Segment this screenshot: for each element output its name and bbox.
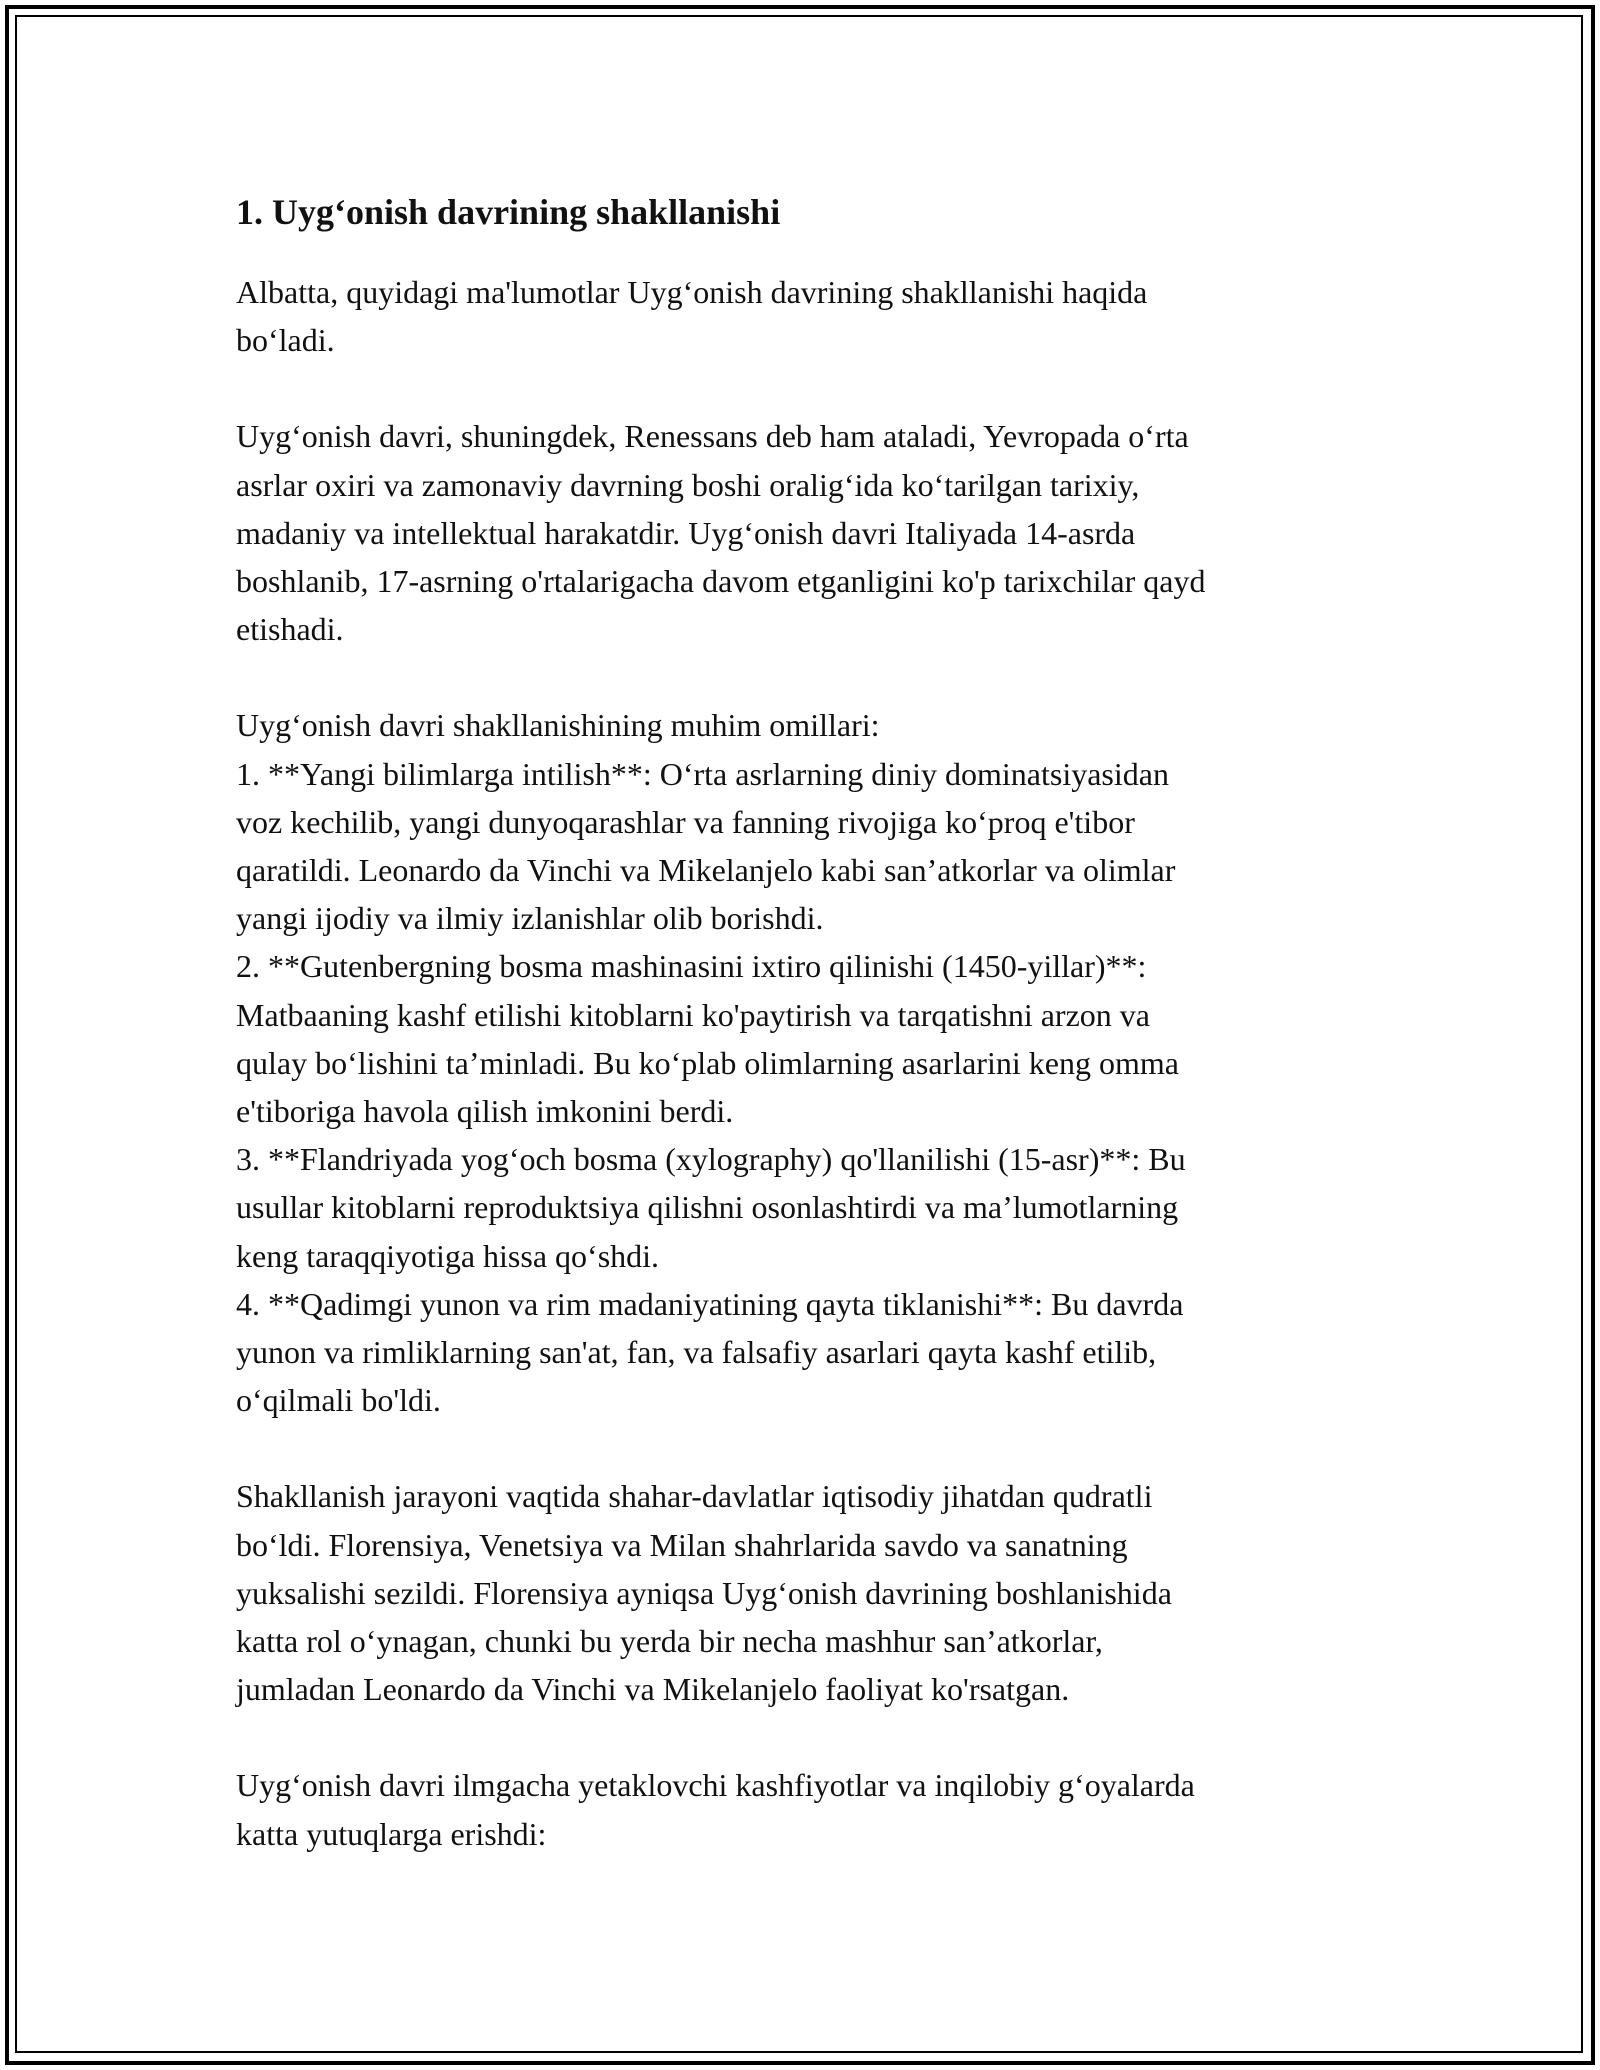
text-line: madaniy va intellektual harakatdir. Uyg‘onish davri Italiyada 14-asrda bbox=[236, 514, 1136, 551]
document-page bbox=[236, 188, 1376, 1906]
text-line: jumladan Leonardo da Vinchi va Mikelanjelo faoliyat ko'rsatgan. bbox=[236, 1671, 1070, 1708]
paragraph-city-states bbox=[236, 1472, 1376, 1713]
text-line: boshlanib, 17-asrning o'rtalarigacha davom etganligini ko'p tarixchilar qayd bbox=[236, 563, 1206, 600]
text-line: katta yutuqlarga erishdi: bbox=[236, 1815, 547, 1852]
paragraph-achievements bbox=[236, 1761, 1376, 1857]
text-line: Uyg‘onish davri ilmgacha yetaklovchi kashfiyotlar va inqilobiy g‘oyalarda bbox=[236, 1767, 1195, 1804]
text-line: Uyg‘onish davri, shuningdek, Renessans deb ham ataladi, Yevropada o‘rta bbox=[236, 418, 1189, 455]
text-line: o‘qilmali bo'ldi. bbox=[236, 1382, 441, 1419]
text-line: asrlar oxiri va zamonaviy davrning boshi oralig‘ida ko‘tarilgan tarixiy, bbox=[236, 466, 1140, 503]
text-line: Uyg‘onish davri shakllanishining muhim omillari: bbox=[236, 707, 880, 744]
text-line: 1. **Yangi bilimlarga intilish**: O‘rta asrlarning diniy dominatsiyasidan bbox=[236, 755, 1169, 792]
paragraph-factors bbox=[236, 701, 1376, 1424]
text-line: voz kechilib, yangi dunyoqarashlar va fanning rivojiga ko‘proq e'tibor bbox=[236, 803, 1135, 840]
section-heading: 1. Uyg‘onish davrining shakllanishi bbox=[236, 192, 781, 232]
text-line: bo‘ladi. bbox=[236, 322, 335, 359]
text-line: e'tiboriga havola qilish imkonini berdi. bbox=[236, 1093, 734, 1130]
text-line: etishadi. bbox=[236, 611, 344, 648]
text-line: yangi ijodiy va ilmiy izlanishlar olib borishdi. bbox=[236, 900, 824, 937]
text-line: yuksalishi sezildi. Florensiya ayniqsa Uyg‘onish davrining boshlanishida bbox=[236, 1574, 1172, 1611]
text-line: yunon va rimliklarning san'at, fan, va falsafiy asarlari qayta kashf etilib, bbox=[236, 1334, 1157, 1371]
text-line: qaratildi. Leonardo da Vinchi va Mikelanjelo kabi san’atkorlar va olimlar bbox=[236, 852, 1176, 889]
text-line: Albatta, quyidagi ma'lumotlar Uyg‘onish davrining shakllanishi haqida bbox=[236, 274, 1148, 310]
text-line: 4. **Qadimgi yunon va rim madaniyatining qayta tiklanishi**: Bu davrda bbox=[236, 1285, 1184, 1322]
text-line: 2. **Gutenbergning bosma mashinasini ixtiro qilinishi (1450-yillar)**: bbox=[236, 948, 1147, 985]
text-line: katta rol o‘ynagan, chunki bu yerda bir necha mashhur san’atkorlar, bbox=[236, 1623, 1103, 1660]
text-line: keng taraqqiyotiga hissa qo‘shdi. bbox=[236, 1237, 660, 1274]
text-line: 3. **Flandriyada yog‘och bosma (xylography) qo'llanilishi (15-asr)**: Bu bbox=[236, 1141, 1186, 1178]
text-line: Matbaaning kashf etilishi kitoblarni ko'paytirish va tarqatishni arzon va bbox=[236, 996, 1150, 1033]
paragraph-intro bbox=[236, 268, 1376, 364]
text-line: usullar kitoblarni reproduktsiya qilishni osonlashtirdi va ma’lumotlarning bbox=[236, 1189, 1179, 1226]
text-line: bo‘ldi. Florensiya, Venetsiya va Milan shahrlarida savdo va sanatning bbox=[236, 1526, 1128, 1563]
paragraph-definition bbox=[236, 412, 1376, 653]
text-line: Shakllanish jarayoni vaqtida shahar-davlatlar iqtisodiy jihatdan qudratli bbox=[236, 1478, 1153, 1515]
text-line: qulay bo‘lishini ta’minladi. Bu ko‘plab olimlarning asarlarini keng omma bbox=[236, 1044, 1179, 1081]
